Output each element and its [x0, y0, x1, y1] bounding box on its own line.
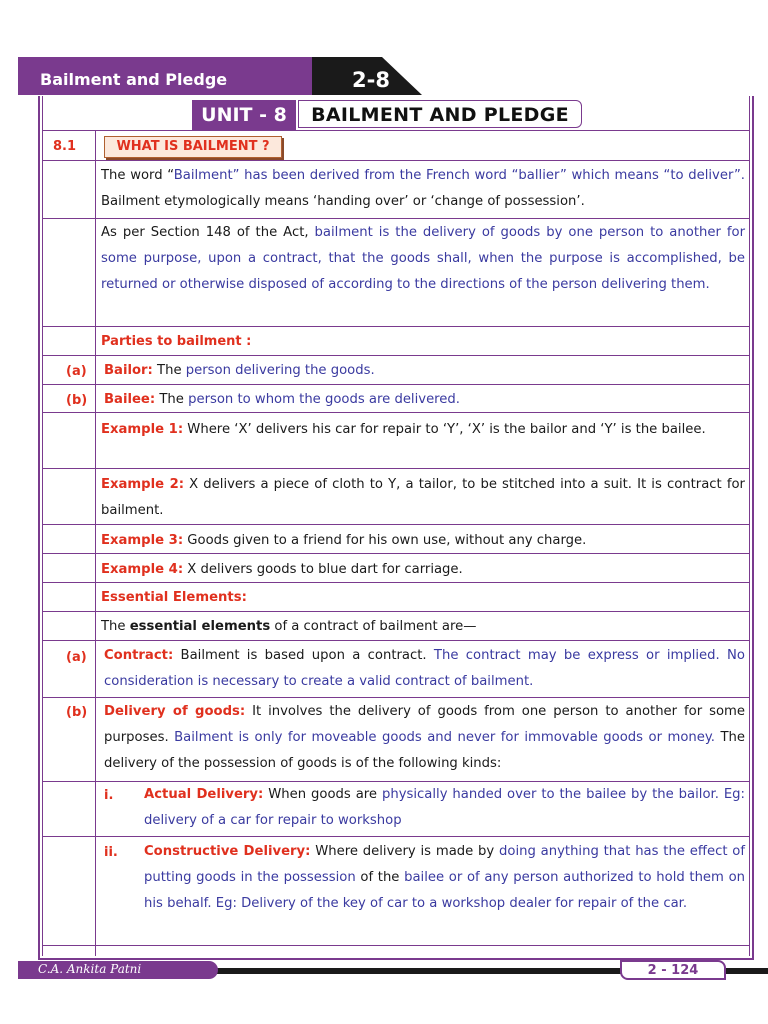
text: X delivers a piece of cloth to Y, a tailor, to be stitched into a suit. It is contract for bailment.	[101, 477, 745, 518]
rule	[42, 160, 750, 161]
contract-label: Contract:	[104, 648, 174, 663]
example-1	[101, 417, 745, 443]
bailee-item	[104, 387, 748, 413]
example-3	[101, 528, 745, 554]
bailee-label: Bailee:	[104, 392, 156, 407]
constructive-label: Constructive Delivery:	[144, 844, 311, 859]
text: of the	[355, 870, 405, 885]
text-emphasis: person delivering the goods.	[185, 363, 375, 378]
paragraph-definition	[101, 220, 745, 298]
unit-label: UNIT - 8	[192, 100, 296, 130]
text-emphasis: doing anything that has the effect of putting goods in the possession	[144, 844, 745, 885]
text: Where ‘X’ delivers his car for repair to ‘Y’, ‘X’ is the bailor and ‘Y’ is the bailee.	[183, 422, 706, 437]
bailor-marker: (a)	[66, 364, 87, 379]
actual-label: Actual Delivery:	[144, 787, 264, 802]
text-emphasis: bailee or of any person authorized to hold them on his behalf. Eg: Delivery of the key of car to a workshop dealer for repair of the car.	[144, 870, 745, 911]
text-emphasis: Bailment is only for moveable goods and never for immovable goods or money.	[174, 730, 715, 745]
section-heading: WHAT IS BAILMENT ?	[104, 136, 282, 158]
text-emphasis: person to whom the goods are delivered.	[188, 392, 460, 407]
text-bold: essential elements	[129, 619, 271, 634]
example-label: Example 3:	[101, 533, 184, 548]
heading: Parties to bailment :	[101, 334, 252, 349]
essential-intro	[101, 614, 745, 640]
actual-delivery-item	[144, 782, 745, 834]
text: Goods given to a friend for his own use, without any charge.	[183, 533, 587, 548]
text: The	[155, 392, 189, 407]
text: It involves the delivery of goods from one person to another for some purposes.	[104, 704, 745, 745]
text: of a contract of bailment are—	[270, 619, 477, 634]
rule	[42, 836, 750, 837]
bailor-item	[104, 358, 748, 384]
essential-heading	[101, 585, 745, 611]
rule	[42, 218, 750, 219]
rule	[42, 945, 750, 946]
rule	[42, 355, 750, 356]
text: As per Section 148 of the Act,	[101, 225, 315, 240]
rule	[42, 130, 750, 131]
bailee-marker: (b)	[66, 393, 88, 408]
constructive-delivery-item	[144, 839, 745, 917]
text: The	[101, 619, 130, 634]
example-label: Example 2:	[101, 477, 185, 492]
text: The delivery of the possession of goods is of the following kinds:	[104, 730, 745, 771]
rule	[42, 326, 750, 327]
bailor-label: Bailor:	[104, 363, 153, 378]
heading: Essential Elements:	[101, 590, 247, 605]
example-label: Example 1:	[101, 422, 184, 437]
example-4	[101, 557, 745, 583]
section-number: 8.1	[53, 139, 77, 154]
rule	[42, 640, 750, 641]
text-emphasis: Bailment” has been derived from the French word “ballier” which means “to deliver”.	[173, 168, 745, 183]
text-emphasis: physically handed over to the bailee by the bailor. Eg: delivery of a car for repair to workshop	[144, 787, 745, 828]
text: Bailment is based upon a contract.	[173, 648, 434, 663]
header-title: Bailment and Pledge	[40, 70, 228, 89]
text: When goods are	[263, 787, 382, 802]
text-emphasis: The contract may be express or implied. No consideration is necessary to create a valid contract of bailment.	[104, 648, 745, 689]
example-2	[101, 472, 745, 524]
delivery-item	[104, 699, 745, 777]
column-divider	[95, 130, 96, 956]
paragraph-etymology	[101, 163, 745, 215]
contract-marker: (a)	[66, 650, 87, 665]
rule	[42, 611, 750, 612]
example-label: Example 4:	[101, 562, 184, 577]
delivery-label: Delivery of goods:	[104, 704, 246, 719]
unit-title: BAILMENT AND PLEDGE	[298, 100, 582, 128]
text: X delivers goods to blue dart for carriage.	[183, 562, 463, 577]
contract-item	[104, 643, 745, 695]
rule	[42, 384, 750, 385]
text: Bailment etymologically means ‘handing over’ or ‘change of possession’.	[101, 194, 585, 209]
text: The word “	[101, 168, 174, 183]
actual-marker: i.	[104, 788, 114, 803]
constructive-marker: ii.	[104, 845, 118, 860]
footer-author: C.A. Ankita Patni	[38, 962, 142, 976]
delivery-marker: (b)	[66, 705, 88, 720]
text: Where delivery is made by	[310, 844, 500, 859]
rule	[42, 468, 750, 469]
parties-heading	[101, 329, 745, 355]
rule	[42, 697, 750, 698]
footer-page-number: 2 - 124	[620, 960, 726, 980]
text-emphasis: bailment is the delivery of goods by one person to another for some purpose, upon a contract, that the goods shall, when the purpose is accomplished, be returned or otherwise disposed of according to the directions of the person delivering them.	[101, 225, 745, 292]
rule	[42, 524, 750, 525]
text: The	[152, 363, 186, 378]
header-page-label: 2-8	[352, 68, 390, 92]
